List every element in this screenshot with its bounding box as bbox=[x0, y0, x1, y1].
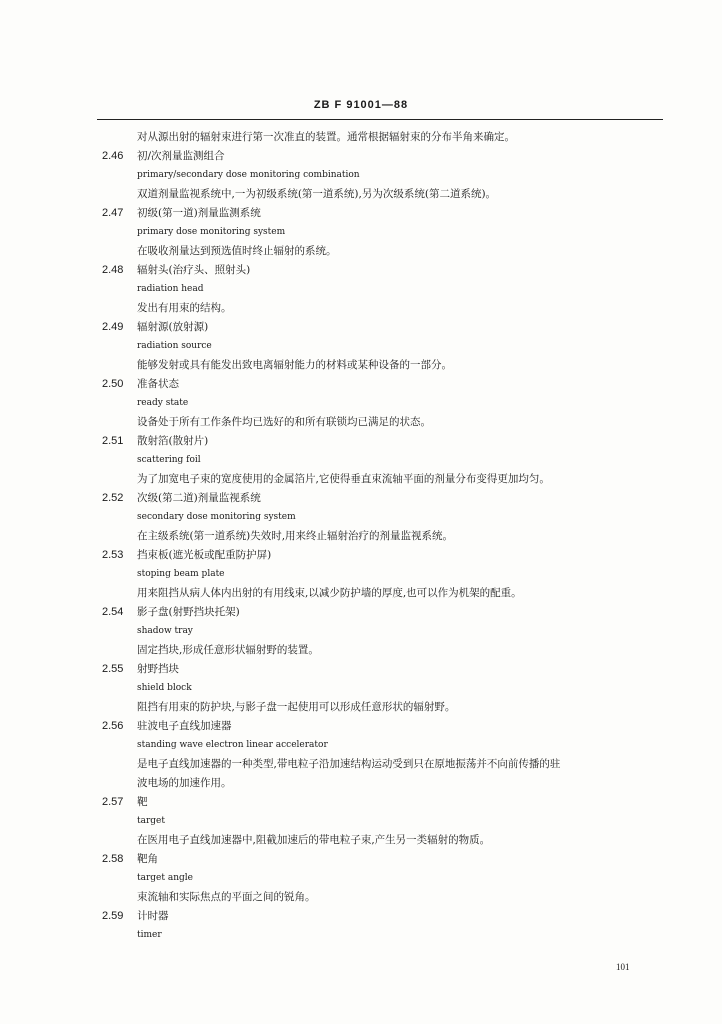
standard-code-header: ZB F 91001—88 bbox=[313, 99, 409, 111]
term-title: 辐射头(治疗头、照射头) bbox=[137, 264, 251, 276]
definition-text: 在医用电子直线加速器中,阻截加速后的带电粒子束,产生另一类辐射的物质。 bbox=[137, 834, 491, 846]
entry-number: 2.46 bbox=[102, 150, 124, 162]
entry-number: 2.47 bbox=[102, 207, 124, 219]
text-line bbox=[0, 736, 722, 755]
definition-text: 双道剂量监视系统中,一为初级系统(第一道系统),另为次级系统(第二道系统)。 bbox=[137, 188, 497, 200]
definition-text: 为了加宽电子束的宽度使用的金属箔片,它使得垂直束流轴平面的剂量分布变得更加均匀。 bbox=[137, 473, 550, 485]
page-number: 101 bbox=[616, 962, 630, 972]
definition-text: 是电子直线加速器的一种类型,带电粒子沿加速结构运动受到只在原地振荡并不向前传播的驻 bbox=[137, 758, 561, 770]
definition-text: 在吸收剂量达到预选值时终止辐射的系统。 bbox=[137, 245, 337, 257]
definition-text: 束流轴和实际焦点的平面之间的锐角。 bbox=[137, 891, 316, 903]
text-line bbox=[0, 603, 722, 622]
text-line bbox=[0, 907, 722, 926]
definition-text: 波电场的加速作用。 bbox=[137, 777, 232, 789]
text-line bbox=[0, 622, 722, 641]
text-line bbox=[0, 280, 722, 299]
text-line bbox=[0, 394, 722, 413]
text-line bbox=[0, 546, 722, 565]
entry-number: 2.49 bbox=[102, 321, 124, 333]
text-line bbox=[0, 660, 722, 679]
text-line bbox=[0, 698, 722, 717]
text-line bbox=[0, 166, 722, 185]
term-title: 初/次剂量监测组合 bbox=[137, 150, 225, 162]
text-line bbox=[0, 831, 722, 850]
english-term: primary/secondary dose monitoring combination bbox=[137, 170, 360, 180]
term-title: 靶 bbox=[137, 796, 148, 808]
entry-number: 2.48 bbox=[102, 264, 124, 276]
text-line bbox=[0, 261, 722, 280]
text-line bbox=[0, 755, 722, 774]
entry-number: 2.51 bbox=[102, 435, 124, 447]
term-title: 射野挡块 bbox=[137, 663, 179, 675]
term-title: 影子盘(射野挡块托架) bbox=[137, 606, 240, 618]
text-line bbox=[0, 641, 722, 660]
definition-text: 用来阻挡从病人体内出射的有用线束,以减少防护墙的厚度,也可以作为机架的配重。 bbox=[137, 587, 522, 599]
entry-number: 2.55 bbox=[102, 663, 124, 675]
entry-number: 2.58 bbox=[102, 853, 124, 865]
english-term: radiation head bbox=[137, 284, 204, 294]
entry-number: 2.54 bbox=[102, 606, 124, 618]
term-title: 准备状态 bbox=[137, 378, 179, 390]
english-term: target angle bbox=[137, 873, 193, 883]
text-line bbox=[0, 717, 722, 736]
english-term: shadow tray bbox=[137, 626, 193, 636]
english-term: timer bbox=[137, 930, 162, 940]
text-line bbox=[0, 223, 722, 242]
text-line bbox=[0, 774, 722, 793]
term-title: 驻波电子直线加速器 bbox=[137, 720, 232, 732]
text-line bbox=[0, 128, 722, 147]
text-line bbox=[0, 527, 722, 546]
english-term: ready state bbox=[137, 398, 189, 408]
entry-number: 2.56 bbox=[102, 720, 124, 732]
text-line bbox=[0, 508, 722, 527]
entry-number: 2.53 bbox=[102, 549, 124, 561]
english-term: primary dose monitoring system bbox=[137, 227, 286, 237]
definition-text: 在主级系统(第一道系统)失效时,用来终止辐射治疗的剂量监视系统。 bbox=[137, 530, 454, 542]
text-line bbox=[0, 926, 722, 945]
text-line bbox=[0, 337, 722, 356]
text-line bbox=[0, 432, 722, 451]
definition-text: 发出有用束的结构。 bbox=[137, 302, 232, 314]
term-title: 辐射源(放射源) bbox=[137, 321, 209, 333]
definition-text: 阻挡有用束的防护块,与影子盘一起使用可以形成任意形状的辐射野。 bbox=[137, 701, 456, 713]
text-line bbox=[0, 584, 722, 603]
entry-number: 2.57 bbox=[102, 796, 124, 808]
term-title: 初级(第一道)剂量监测系统 bbox=[137, 207, 261, 219]
text-line bbox=[0, 489, 722, 508]
english-term: secondary dose monitoring system bbox=[137, 512, 296, 522]
text-line bbox=[0, 299, 722, 318]
text-line bbox=[0, 679, 722, 698]
definition-text: 能够发射或具有能发出致电离辐射能力的材料或某种设备的一部分。 bbox=[137, 359, 452, 371]
text-line bbox=[0, 356, 722, 375]
english-term: scattering foil bbox=[137, 455, 201, 465]
term-title: 散射箔(散射片) bbox=[137, 435, 209, 447]
text-line bbox=[0, 888, 722, 907]
text-line bbox=[0, 204, 722, 223]
text-line bbox=[0, 470, 722, 489]
english-term: shield block bbox=[137, 683, 192, 693]
text-line bbox=[0, 869, 722, 888]
text-line bbox=[0, 242, 722, 261]
text-line bbox=[0, 565, 722, 584]
text-line bbox=[0, 850, 722, 869]
text-line bbox=[0, 185, 722, 204]
definition-text: 固定挡块,形成任意形状辐射野的装置。 bbox=[137, 644, 319, 656]
entry-number: 2.52 bbox=[102, 492, 124, 504]
entry-number: 2.59 bbox=[102, 910, 124, 922]
entry-number: 2.50 bbox=[102, 378, 124, 390]
term-title: 挡束板(遮光板或配重防护屏) bbox=[137, 549, 272, 561]
text-line bbox=[0, 147, 722, 166]
text-line bbox=[0, 375, 722, 394]
english-term: radiation source bbox=[137, 341, 212, 351]
definition-text: 对从源出射的辐射束进行第一次准直的装置。通常根据辐射束的分布半角来确定。 bbox=[137, 131, 515, 143]
term-entries bbox=[0, 128, 722, 945]
english-term: standing wave electron linear accelerator bbox=[137, 740, 328, 750]
term-title: 靶角 bbox=[137, 853, 158, 865]
text-line bbox=[0, 413, 722, 432]
text-line bbox=[0, 793, 722, 812]
definition-text: 设备处于所有工作条件均已选好的和所有联锁均已满足的状态。 bbox=[137, 416, 431, 428]
text-line bbox=[0, 318, 722, 337]
term-title: 次级(第二道)剂量监视系统 bbox=[137, 492, 261, 504]
text-line bbox=[0, 451, 722, 470]
english-term: target bbox=[137, 816, 165, 826]
header-rule bbox=[97, 119, 663, 120]
text-line bbox=[0, 812, 722, 831]
english-term: stoping beam plate bbox=[137, 569, 225, 579]
term-title: 计时器 bbox=[137, 910, 169, 922]
